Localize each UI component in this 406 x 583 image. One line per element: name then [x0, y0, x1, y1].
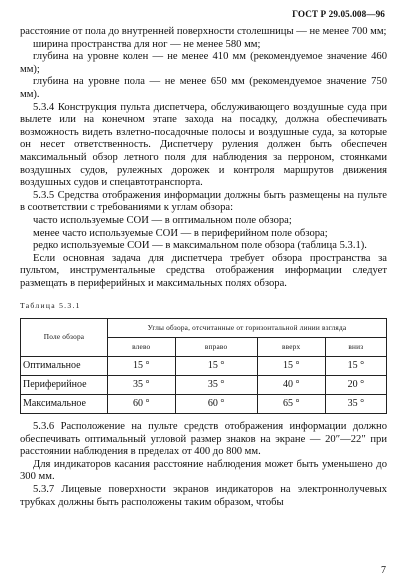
- table-cell: 35 °: [108, 376, 176, 395]
- row-label: Оптимальное: [21, 357, 108, 376]
- table-caption: Таблица 5.3.1: [20, 301, 81, 311]
- table-body: [21, 357, 387, 414]
- paragraph: менее часто используемые СОИ — в периферийном поле обзора;: [33, 227, 328, 239]
- paragraph: 5.3.5 Средства отображения информации должны быть размещены на пульте в соответствии с требованиями к углам обзора:: [20, 189, 387, 214]
- paragraph: 5.3.4 Конструкция пульта диспетчера, обслуживающего воздушные суда при вылете или на конечном этапе захода на посадку, должна обеспечивать возможность видеть взлетно-посадочные полосы и воздушные суда, за которые он несет ответственность. Диспетчеру руления должен быть обеспечен максимальный обзор летного поля для наблюдения за перроном, стоянками воздушных судов, рулежных дорожек и контроля маршрутов движения воздушных судов и спецавтотранспорта.: [20, 101, 387, 189]
- viewing-angles-table: [20, 318, 387, 414]
- row-label: Периферийное: [21, 376, 108, 395]
- table-cell: 65 °: [257, 395, 325, 414]
- document-header: ГОСТ Р 29.05.008—96: [292, 9, 385, 19]
- table-row: [21, 376, 387, 395]
- table-cell: 15 °: [108, 357, 176, 376]
- table-cell: 60 °: [108, 395, 176, 414]
- table-cell: 15 °: [175, 357, 257, 376]
- table-subheader: вправо: [175, 338, 257, 357]
- paragraph: 5.3.6 Расположение на пульте средств отображения информации должно обеспечивать оптимальный угловой размер знаков на экране — 20″—22″ при расстоянии наблюдения в пределах от 400 до 800 мм.: [20, 421, 387, 458]
- page-number: 7: [381, 565, 386, 576]
- table-cell: 15 °: [325, 357, 386, 376]
- paragraph: глубина на уровне колен — не менее 410 мм (рекомендуемое значение 460 мм);: [20, 51, 387, 75]
- table-cell: 35 °: [325, 395, 386, 414]
- table-cell: 60 °: [175, 395, 257, 414]
- table-cell: 35 °: [175, 376, 257, 395]
- table-row: [21, 357, 387, 376]
- paragraph: ширина пространства для ног — не менее 580 мм;: [33, 38, 261, 50]
- table-cell: 20 °: [325, 376, 386, 395]
- table-header-angles: Углы обзора, отсчитанные от горизонтальной линии взгляда: [108, 319, 387, 338]
- table-cell: 15 °: [257, 357, 325, 376]
- body-text: [20, 26, 387, 509]
- paragraph: расстояние от пола до внутренней поверхности столешницы — не менее 700 мм;: [20, 26, 387, 37]
- row-label: Максимальное: [21, 395, 108, 414]
- table-row: [21, 395, 387, 414]
- paragraph: Для индикаторов касания расстояние наблюдения может быть уменьшено до 300 мм.: [20, 458, 387, 483]
- table-cell: 40 °: [257, 376, 325, 395]
- bottom-paragraphs: [20, 421, 387, 509]
- paragraph: часто используемые СОИ — в оптимальном поле обзора;: [33, 214, 292, 226]
- paragraph: Если основная задача для диспетчера требует обзора пространства за пультом, инструментальные средства отображения информации следует размещать в периферийных и максимальных полях обзора.: [20, 252, 387, 289]
- table-header-field: Поле обзора: [21, 319, 108, 357]
- paragraph: редко используемые СОИ — в максимальном поле обзора (таблица 5.3.1).: [33, 240, 367, 252]
- table-subheader: влево: [108, 338, 176, 357]
- top-paragraphs: [20, 26, 387, 290]
- table-subheader: вниз: [325, 338, 386, 357]
- paragraph: глубина на уровне пола — не менее 650 мм (рекомендуемое значение 750 мм).: [20, 76, 387, 100]
- table-subheader: вверх: [257, 338, 325, 357]
- paragraph: 5.3.7 Лицевые поверхности экранов индикаторов на электроннолучевых трубках должны быть расположены таким образом, чтобы: [20, 484, 387, 508]
